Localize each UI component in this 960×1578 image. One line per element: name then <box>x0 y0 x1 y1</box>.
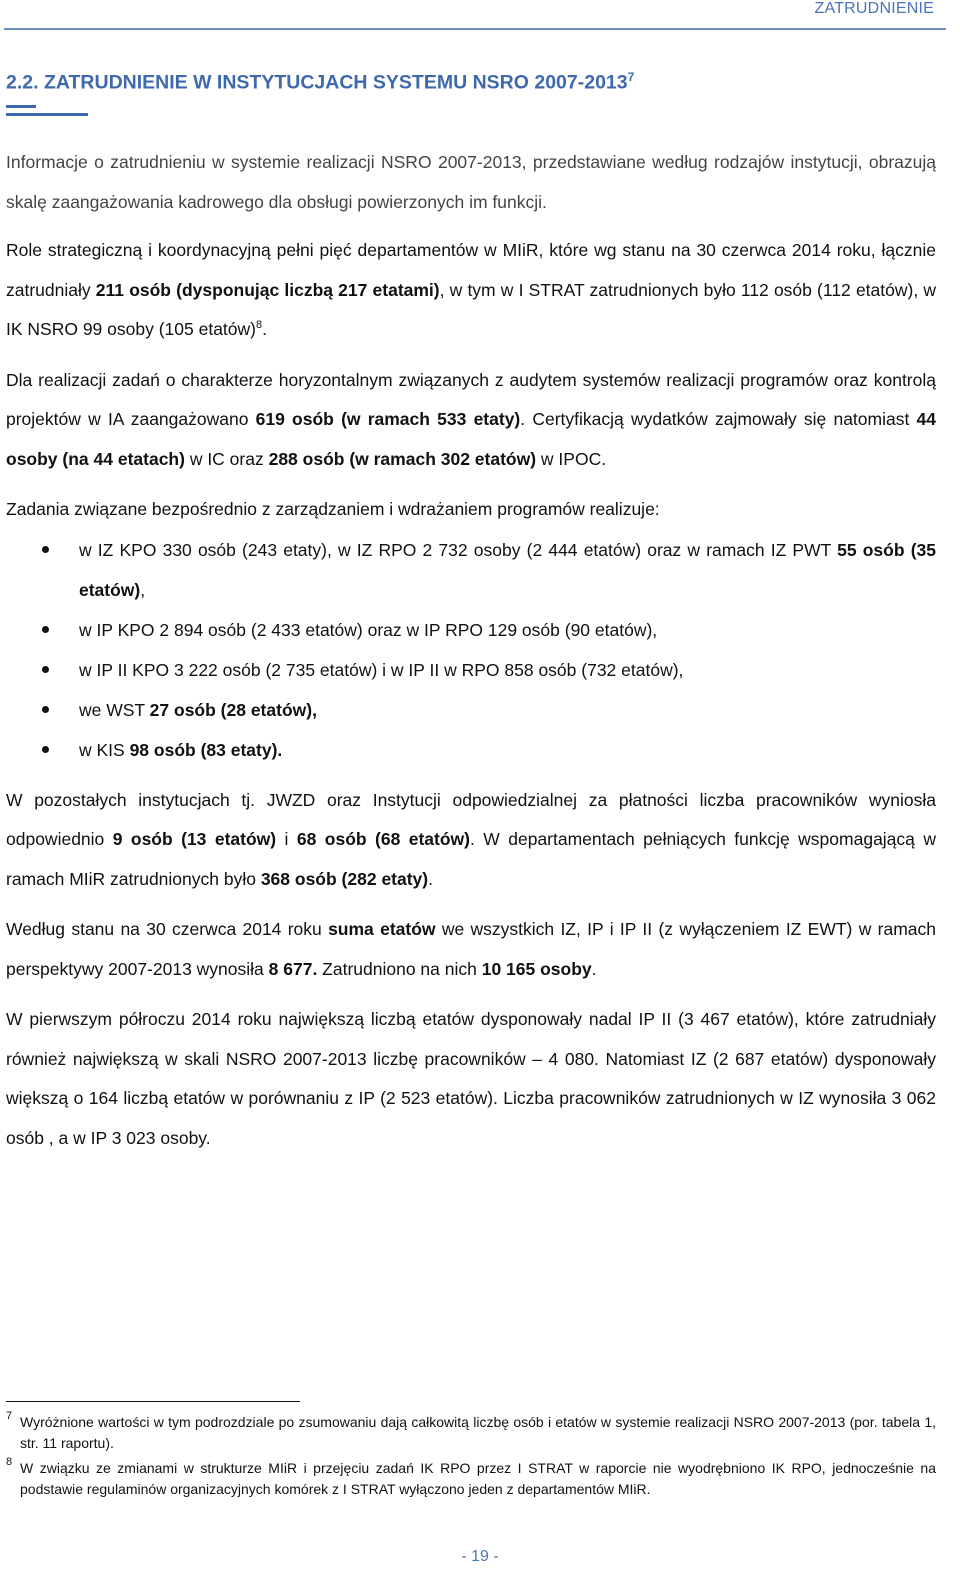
footnote-ref-8[interactable]: 8 <box>255 319 263 332</box>
text: . <box>591 958 597 979</box>
paragraph-other-institutions <box>6 781 936 900</box>
text: . Certyfikacją wydatków zajmowały się natomiast <box>520 409 917 429</box>
bullet-icon <box>42 666 49 673</box>
highlight: 44 osoby (na 44 etatach) <box>6 409 936 469</box>
institution-list <box>6 530 936 770</box>
footnote-text: Wyróżnione wartości w tym podrozdziale po zsumowaniu dają całkowitą liczbę osób i etatów w systemie realizacji NSRO 2007-2013 (por. tabela 1, str. 11 raportu). <box>20 1414 936 1451</box>
text: w IPOC. <box>536 448 607 469</box>
highlight: suma etatów <box>328 919 436 939</box>
paragraph-coordination <box>6 231 936 350</box>
list-item <box>6 730 936 770</box>
list-item <box>6 690 936 730</box>
footnote-ref-7[interactable]: 7 <box>627 70 635 84</box>
highlight: 619 osób (w ramach 533 etaty) <box>255 409 521 429</box>
highlight: 68 osób (68 etatów) <box>296 829 470 849</box>
footnote-7 <box>6 1412 936 1454</box>
text: , w tym w I STRAT zatrudnionych było 112 osób (112 etatów), w IK NSRO 99 osoby (105 etatów) <box>6 279 936 339</box>
highlight: 55 osób (35 etatów) <box>79 539 936 600</box>
text: w IC oraz <box>184 448 269 469</box>
paragraph-totals <box>6 910 936 989</box>
text: . W departamentach pełniących funkcję wspomagającą w ramach MIiR zatrudnionych było <box>6 829 936 889</box>
text: i <box>276 829 297 849</box>
text: Dla realizacji zadań o charakterze horyzontalnym związanych z audytem systemów realizacji programów oraz kontrolą projektów w IA zaangażowano <box>6 369 936 429</box>
header-rule <box>4 28 946 30</box>
footnote-separator <box>6 1401 300 1402</box>
heading-accent-rule <box>6 105 36 108</box>
text: Zatrudniono na nich <box>317 958 482 979</box>
list-item <box>6 530 936 610</box>
highlight: 368 osób (282 etaty) <box>260 868 429 889</box>
text: we WST <box>79 699 150 720</box>
highlight: 9 osób (13 etatów) <box>112 829 277 849</box>
heading-accent-rule <box>6 113 88 116</box>
text: Według stanu na 30 czerwca 2014 roku <box>6 919 329 939</box>
highlight: 98 osób (83 etaty). <box>129 739 283 760</box>
bullet-icon <box>42 746 49 753</box>
highlight: 27 osób (28 etatów), <box>149 699 317 720</box>
highlight: 211 osób (dysponując liczbą 217 etatami) <box>95 279 440 300</box>
paragraph-management: Zadania związane bezpośrednio z zarządzaniem i wdrażaniem programów realizuje: <box>6 499 660 519</box>
section-heading <box>6 70 946 95</box>
footnote-number: 7 <box>6 1410 13 1422</box>
page-number: - 19 - <box>461 1548 499 1565</box>
text: . <box>428 868 433 889</box>
text: we wszystkich IZ, IP i IP II (z wyłączeniem IZ EWT) w ramach perspektywy 2007-2013 wynosiła <box>6 919 936 979</box>
bullet-icon <box>42 546 49 553</box>
highlight: 8 677. <box>268 958 318 979</box>
text: w IZ KPO 330 osób (243 etaty), w IZ RPO 2 732 osoby (2 444 etatów) oraz w ramach IZ PWT <box>79 539 838 560</box>
footnote-number: 8 <box>6 1456 13 1468</box>
text: . <box>262 319 267 339</box>
running-header: ZATRUDNIENIE <box>814 0 934 17</box>
intro-paragraph: Informacje o zatrudnieniu w systemie realizacji NSRO 2007-2013, przedstawiane według rodzajów instytucji, obrazują skalę zaangażowania kadrowego dla obsługi powierzonych im funkcji. <box>6 152 936 212</box>
list-item <box>6 650 936 690</box>
highlight: 10 165 osoby <box>481 958 592 979</box>
section-heading-text: 2.2. ZATRUDNIENIE W INSTYTUCJACH SYSTEMU NSRO 2007-2013 <box>6 71 628 94</box>
text: w KIS <box>79 739 130 760</box>
bullet-icon <box>42 626 49 633</box>
list-item <box>6 610 936 650</box>
text: , <box>140 579 146 600</box>
highlight: 288 osób (w ramach 302 etatów) <box>268 448 537 469</box>
text: w IP KPO 2 894 osób (2 433 etatów) oraz w IP RPO 129 osób (90 etatów), <box>79 619 658 640</box>
paragraph-audit <box>6 361 936 480</box>
text: w IP II KPO 3 222 osób (2 735 etatów) i w IP II w RPO 858 osób (732 etatów), <box>79 659 684 680</box>
text: Role strategiczną i koordynacyjną pełni pięć departamentów w MIiR, które wg stanu na 30 czerwca 2014 roku, łącznie zatrudniały <box>6 240 936 300</box>
text: W pozostałych instytucjach tj. JWZD oraz Instytucji odpowiedzialnej za płatności liczba pracowników wyniosła odpowiednio <box>6 789 936 849</box>
footnote-text: W związku ze zmianami w strukturze MIiR i przejęciu zadań IK RPO przez I STRAT w raporcie nie wyodrębniono IK RPO, jednocześnie na podstawie regulaminów organizacyjnych komórek z I STRAT wyłączono jeden z departamentów MIiR. <box>20 1460 936 1497</box>
body-text <box>6 143 936 1158</box>
bullet-icon <box>42 706 49 713</box>
footnote-8 <box>6 1458 936 1500</box>
paragraph-first-half: W pierwszym półroczu 2014 roku największą liczbą etatów dysponowały nadal IP II (3 467 etatów), które zatrudniały również największą w skali NSRO 2007-2013 liczbę pracowników – 4 080. Natomiast IZ (2 687 etatów) dysponowały większą o 164 liczbą etatów w porównaniu z IP (2 523 etatów). Liczba pracowników zatrudnionych w IZ wynosiła 3 062 osób , a w IP 3 023 osoby. <box>6 1009 936 1148</box>
